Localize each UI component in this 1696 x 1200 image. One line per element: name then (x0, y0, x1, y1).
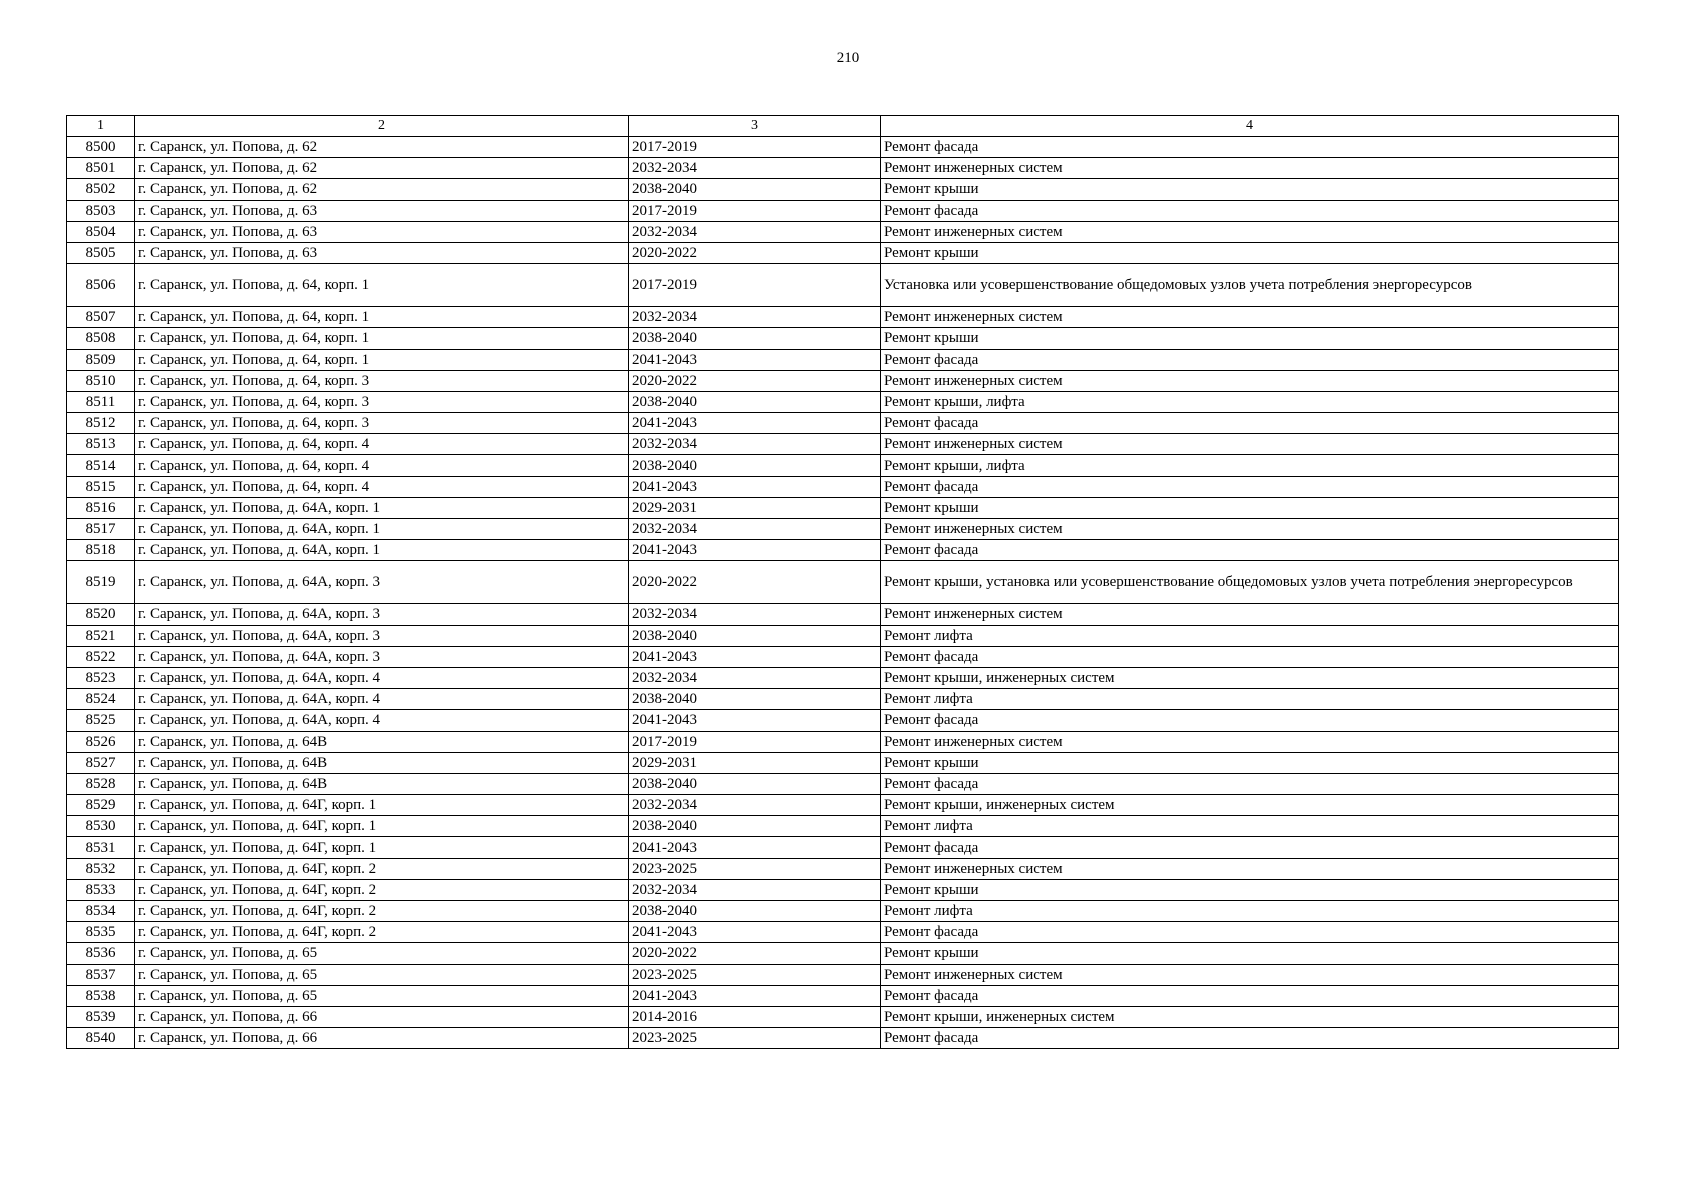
work-type-cell: Ремонт крыши, инженерных систем (881, 667, 1619, 688)
work-type-cell: Ремонт фасада (881, 349, 1619, 370)
row-number-cell: 8534 (67, 901, 135, 922)
address-cell: г. Саранск, ул. Попова, д. 64, корп. 4 (135, 476, 629, 497)
work-type-cell: Ремонт инженерных систем (881, 519, 1619, 540)
table-row (67, 922, 1619, 943)
row-number-cell: 8509 (67, 349, 135, 370)
address-cell: г. Саранск, ул. Попова, д. 66 (135, 1028, 629, 1049)
period-cell: 2032-2034 (629, 667, 881, 688)
table-row (67, 413, 1619, 434)
row-number-cell: 8505 (67, 242, 135, 263)
row-number-cell: 8514 (67, 455, 135, 476)
table-row (67, 328, 1619, 349)
period-cell: 2023-2025 (629, 858, 881, 879)
address-cell: г. Саранск, ул. Попова, д. 64А, корп. 4 (135, 689, 629, 710)
address-cell: г. Саранск, ул. Попова, д. 64, корп. 4 (135, 434, 629, 455)
period-cell: 2014-2016 (629, 1006, 881, 1027)
period-cell: 2032-2034 (629, 307, 881, 328)
work-type-cell: Ремонт инженерных систем (881, 370, 1619, 391)
period-cell: 2041-2043 (629, 710, 881, 731)
table-row (67, 179, 1619, 200)
address-cell: г. Саранск, ул. Попова, д. 64А, корп. 4 (135, 710, 629, 731)
period-cell: 2038-2040 (629, 773, 881, 794)
period-cell: 2032-2034 (629, 795, 881, 816)
work-type-cell: Ремонт крыши (881, 497, 1619, 518)
address-cell: г. Саранск, ул. Попова, д. 64, корп. 3 (135, 413, 629, 434)
address-cell: г. Саранск, ул. Попова, д. 64А, корп. 1 (135, 519, 629, 540)
row-number-cell: 8537 (67, 964, 135, 985)
table-row (67, 200, 1619, 221)
row-number-cell: 8531 (67, 837, 135, 858)
period-cell: 2020-2022 (629, 370, 881, 391)
row-number-cell: 8503 (67, 200, 135, 221)
table-row (67, 816, 1619, 837)
row-number-cell: 8533 (67, 879, 135, 900)
work-type-cell: Ремонт инженерных систем (881, 604, 1619, 625)
table-row (67, 307, 1619, 328)
address-cell: г. Саранск, ул. Попова, д. 64А, корп. 1 (135, 497, 629, 518)
table-row (67, 264, 1619, 307)
table-row (67, 158, 1619, 179)
period-cell: 2041-2043 (629, 349, 881, 370)
address-cell: г. Саранск, ул. Попова, д. 64, корп. 3 (135, 391, 629, 412)
address-cell: г. Саранск, ул. Попова, д. 65 (135, 943, 629, 964)
period-cell: 2032-2034 (629, 158, 881, 179)
address-cell: г. Саранск, ул. Попова, д. 64А, корп. 4 (135, 667, 629, 688)
address-cell: г. Саранск, ул. Попова, д. 64В (135, 731, 629, 752)
table-row (67, 773, 1619, 794)
address-cell: г. Саранск, ул. Попова, д. 66 (135, 1006, 629, 1027)
address-cell: г. Саранск, ул. Попова, д. 64, корп. 1 (135, 349, 629, 370)
table-row (67, 391, 1619, 412)
work-type-cell: Ремонт крыши, лифта (881, 455, 1619, 476)
work-type-cell: Ремонт фасада (881, 1028, 1619, 1049)
repair-schedule-table (66, 115, 1619, 1049)
work-type-cell: Ремонт лифта (881, 816, 1619, 837)
work-type-cell: Ремонт фасада (881, 710, 1619, 731)
row-number-cell: 8511 (67, 391, 135, 412)
row-number-cell: 8524 (67, 689, 135, 710)
row-number-cell: 8528 (67, 773, 135, 794)
row-number-cell: 8502 (67, 179, 135, 200)
row-number-cell: 8517 (67, 519, 135, 540)
table-row (67, 242, 1619, 263)
table-row (67, 667, 1619, 688)
row-number-cell: 8519 (67, 561, 135, 604)
table-row (67, 434, 1619, 455)
table-row (67, 710, 1619, 731)
table-row (67, 476, 1619, 497)
address-cell: г. Саранск, ул. Попова, д. 62 (135, 179, 629, 200)
address-cell: г. Саранск, ул. Попова, д. 64Г, корп. 2 (135, 858, 629, 879)
table-row (67, 625, 1619, 646)
work-type-cell: Ремонт инженерных систем (881, 858, 1619, 879)
row-number-cell: 8504 (67, 221, 135, 242)
address-cell: г. Саранск, ул. Попова, д. 64, корп. 3 (135, 370, 629, 391)
address-cell: г. Саранск, ул. Попова, д. 64В (135, 752, 629, 773)
work-type-cell: Установка или усовершенствование общедомовых узлов учета потребления энергоресурсов (881, 264, 1619, 307)
row-number-cell: 8526 (67, 731, 135, 752)
table-row (67, 985, 1619, 1006)
table-row (67, 901, 1619, 922)
row-number-cell: 8535 (67, 922, 135, 943)
table-row (67, 858, 1619, 879)
work-type-cell: Ремонт фасада (881, 837, 1619, 858)
table-row (67, 1006, 1619, 1027)
table-row (67, 689, 1619, 710)
table-row (67, 837, 1619, 858)
work-type-cell: Ремонт крыши, инженерных систем (881, 795, 1619, 816)
row-number-cell: 8520 (67, 604, 135, 625)
address-cell: г. Саранск, ул. Попова, д. 64А, корп. 3 (135, 646, 629, 667)
period-cell: 2038-2040 (629, 625, 881, 646)
address-cell: г. Саранск, ул. Попова, д. 65 (135, 985, 629, 1006)
period-cell: 2017-2019 (629, 264, 881, 307)
row-number-cell: 8521 (67, 625, 135, 646)
row-number-cell: 8539 (67, 1006, 135, 1027)
work-type-cell: Ремонт фасада (881, 413, 1619, 434)
work-type-cell: Ремонт инженерных систем (881, 964, 1619, 985)
work-type-cell: Ремонт лифта (881, 625, 1619, 646)
work-type-cell: Ремонт инженерных систем (881, 434, 1619, 455)
period-cell: 2032-2034 (629, 434, 881, 455)
period-cell: 2023-2025 (629, 1028, 881, 1049)
work-type-cell: Ремонт инженерных систем (881, 307, 1619, 328)
period-cell: 2032-2034 (629, 604, 881, 625)
address-cell: г. Саранск, ул. Попова, д. 64, корп. 1 (135, 328, 629, 349)
table-row (67, 1028, 1619, 1049)
table-row (67, 752, 1619, 773)
address-cell: г. Саранск, ул. Попова, д. 63 (135, 221, 629, 242)
table-row (67, 221, 1619, 242)
period-cell: 2020-2022 (629, 561, 881, 604)
address-cell: г. Саранск, ул. Попова, д. 64В (135, 773, 629, 794)
period-cell: 2038-2040 (629, 455, 881, 476)
period-cell: 2032-2034 (629, 879, 881, 900)
work-type-cell: Ремонт крыши (881, 242, 1619, 263)
period-cell: 2038-2040 (629, 901, 881, 922)
work-type-cell: Ремонт фасада (881, 476, 1619, 497)
table-row (67, 604, 1619, 625)
row-number-cell: 8529 (67, 795, 135, 816)
work-type-cell: Ремонт лифта (881, 901, 1619, 922)
address-cell: г. Саранск, ул. Попова, д. 63 (135, 200, 629, 221)
period-cell: 2038-2040 (629, 816, 881, 837)
period-cell: 2041-2043 (629, 540, 881, 561)
row-number-cell: 8530 (67, 816, 135, 837)
work-type-cell: Ремонт крыши, инженерных систем (881, 1006, 1619, 1027)
period-cell: 2038-2040 (629, 328, 881, 349)
row-number-cell: 8536 (67, 943, 135, 964)
row-number-cell: 8538 (67, 985, 135, 1006)
period-cell: 2032-2034 (629, 221, 881, 242)
period-cell: 2020-2022 (629, 242, 881, 263)
period-cell: 2041-2043 (629, 476, 881, 497)
period-cell: 2029-2031 (629, 752, 881, 773)
period-cell: 2017-2019 (629, 137, 881, 158)
column-number-2: 2 (135, 116, 629, 137)
address-cell: г. Саранск, ул. Попова, д. 64Г, корп. 2 (135, 879, 629, 900)
column-number-row (67, 116, 1619, 137)
period-cell: 2038-2040 (629, 179, 881, 200)
row-number-cell: 8523 (67, 667, 135, 688)
address-cell: г. Саранск, ул. Попова, д. 64Г, корп. 1 (135, 795, 629, 816)
address-cell: г. Саранск, ул. Попова, д. 64Г, корп. 1 (135, 816, 629, 837)
work-type-cell: Ремонт фасада (881, 137, 1619, 158)
work-type-cell: Ремонт крыши (881, 752, 1619, 773)
row-number-cell: 8532 (67, 858, 135, 879)
address-cell: г. Саранск, ул. Попова, д. 64Г, корп. 1 (135, 837, 629, 858)
table-row (67, 879, 1619, 900)
address-cell: г. Саранск, ул. Попова, д. 64А, корп. 3 (135, 561, 629, 604)
address-cell: г. Саранск, ул. Попова, д. 64, корп. 1 (135, 307, 629, 328)
work-type-cell: Ремонт инженерных систем (881, 221, 1619, 242)
period-cell: 2017-2019 (629, 731, 881, 752)
period-cell: 2041-2043 (629, 646, 881, 667)
table-row (67, 370, 1619, 391)
address-cell: г. Саранск, ул. Попова, д. 64Г, корп. 2 (135, 901, 629, 922)
work-type-cell: Ремонт лифта (881, 689, 1619, 710)
work-type-cell: Ремонт инженерных систем (881, 158, 1619, 179)
period-cell: 2020-2022 (629, 943, 881, 964)
table-row (67, 137, 1619, 158)
address-cell: г. Саранск, ул. Попова, д. 64Г, корп. 2 (135, 922, 629, 943)
table-row (67, 349, 1619, 370)
row-number-cell: 8525 (67, 710, 135, 731)
row-number-cell: 8510 (67, 370, 135, 391)
work-type-cell: Ремонт фасада (881, 200, 1619, 221)
address-cell: г. Саранск, ул. Попова, д. 64А, корп. 3 (135, 604, 629, 625)
period-cell: 2029-2031 (629, 497, 881, 518)
row-number-cell: 8515 (67, 476, 135, 497)
table-row (67, 455, 1619, 476)
address-cell: г. Саранск, ул. Попова, д. 62 (135, 158, 629, 179)
column-number-3: 3 (629, 116, 881, 137)
work-type-cell: Ремонт инженерных систем (881, 731, 1619, 752)
address-cell: г. Саранск, ул. Попова, д. 62 (135, 137, 629, 158)
table-row (67, 519, 1619, 540)
period-cell: 2041-2043 (629, 985, 881, 1006)
table-row (67, 795, 1619, 816)
table-row (67, 540, 1619, 561)
row-number-cell: 8501 (67, 158, 135, 179)
row-number-cell: 8512 (67, 413, 135, 434)
work-type-cell: Ремонт фасада (881, 773, 1619, 794)
column-number-4: 4 (881, 116, 1619, 137)
work-type-cell: Ремонт крыши (881, 179, 1619, 200)
address-cell: г. Саранск, ул. Попова, д. 65 (135, 964, 629, 985)
work-type-cell: Ремонт крыши (881, 879, 1619, 900)
table-row (67, 964, 1619, 985)
period-cell: 2041-2043 (629, 922, 881, 943)
work-type-cell: Ремонт фасада (881, 540, 1619, 561)
work-type-cell: Ремонт крыши, лифта (881, 391, 1619, 412)
work-type-cell: Ремонт крыши (881, 328, 1619, 349)
row-number-cell: 8527 (67, 752, 135, 773)
period-cell: 2032-2034 (629, 519, 881, 540)
row-number-cell: 8516 (67, 497, 135, 518)
work-type-cell: Ремонт фасада (881, 646, 1619, 667)
table-row (67, 646, 1619, 667)
row-number-cell: 8506 (67, 264, 135, 307)
period-cell: 2038-2040 (629, 689, 881, 710)
column-number-1: 1 (67, 116, 135, 137)
work-type-cell: Ремонт крыши, установка или усовершенствование общедомовых узлов учета потребления энергоресурсов (881, 561, 1619, 604)
table-row (67, 943, 1619, 964)
row-number-cell: 8540 (67, 1028, 135, 1049)
work-type-cell: Ремонт фасада (881, 985, 1619, 1006)
row-number-cell: 8522 (67, 646, 135, 667)
address-cell: г. Саранск, ул. Попова, д. 63 (135, 242, 629, 263)
period-cell: 2041-2043 (629, 413, 881, 434)
table-row (67, 731, 1619, 752)
row-number-cell: 8518 (67, 540, 135, 561)
work-type-cell: Ремонт крыши (881, 943, 1619, 964)
row-number-cell: 8513 (67, 434, 135, 455)
address-cell: г. Саранск, ул. Попова, д. 64, корп. 4 (135, 455, 629, 476)
period-cell: 2023-2025 (629, 964, 881, 985)
row-number-cell: 8507 (67, 307, 135, 328)
address-cell: г. Саранск, ул. Попова, д. 64А, корп. 1 (135, 540, 629, 561)
address-cell: г. Саранск, ул. Попова, д. 64, корп. 1 (135, 264, 629, 307)
period-cell: 2038-2040 (629, 391, 881, 412)
row-number-cell: 8508 (67, 328, 135, 349)
row-number-cell: 8500 (67, 137, 135, 158)
address-cell: г. Саранск, ул. Попова, д. 64А, корп. 3 (135, 625, 629, 646)
page-number: 210 (836, 50, 860, 66)
period-cell: 2017-2019 (629, 200, 881, 221)
table-row (67, 497, 1619, 518)
table-row (67, 561, 1619, 604)
work-type-cell: Ремонт фасада (881, 922, 1619, 943)
period-cell: 2041-2043 (629, 837, 881, 858)
